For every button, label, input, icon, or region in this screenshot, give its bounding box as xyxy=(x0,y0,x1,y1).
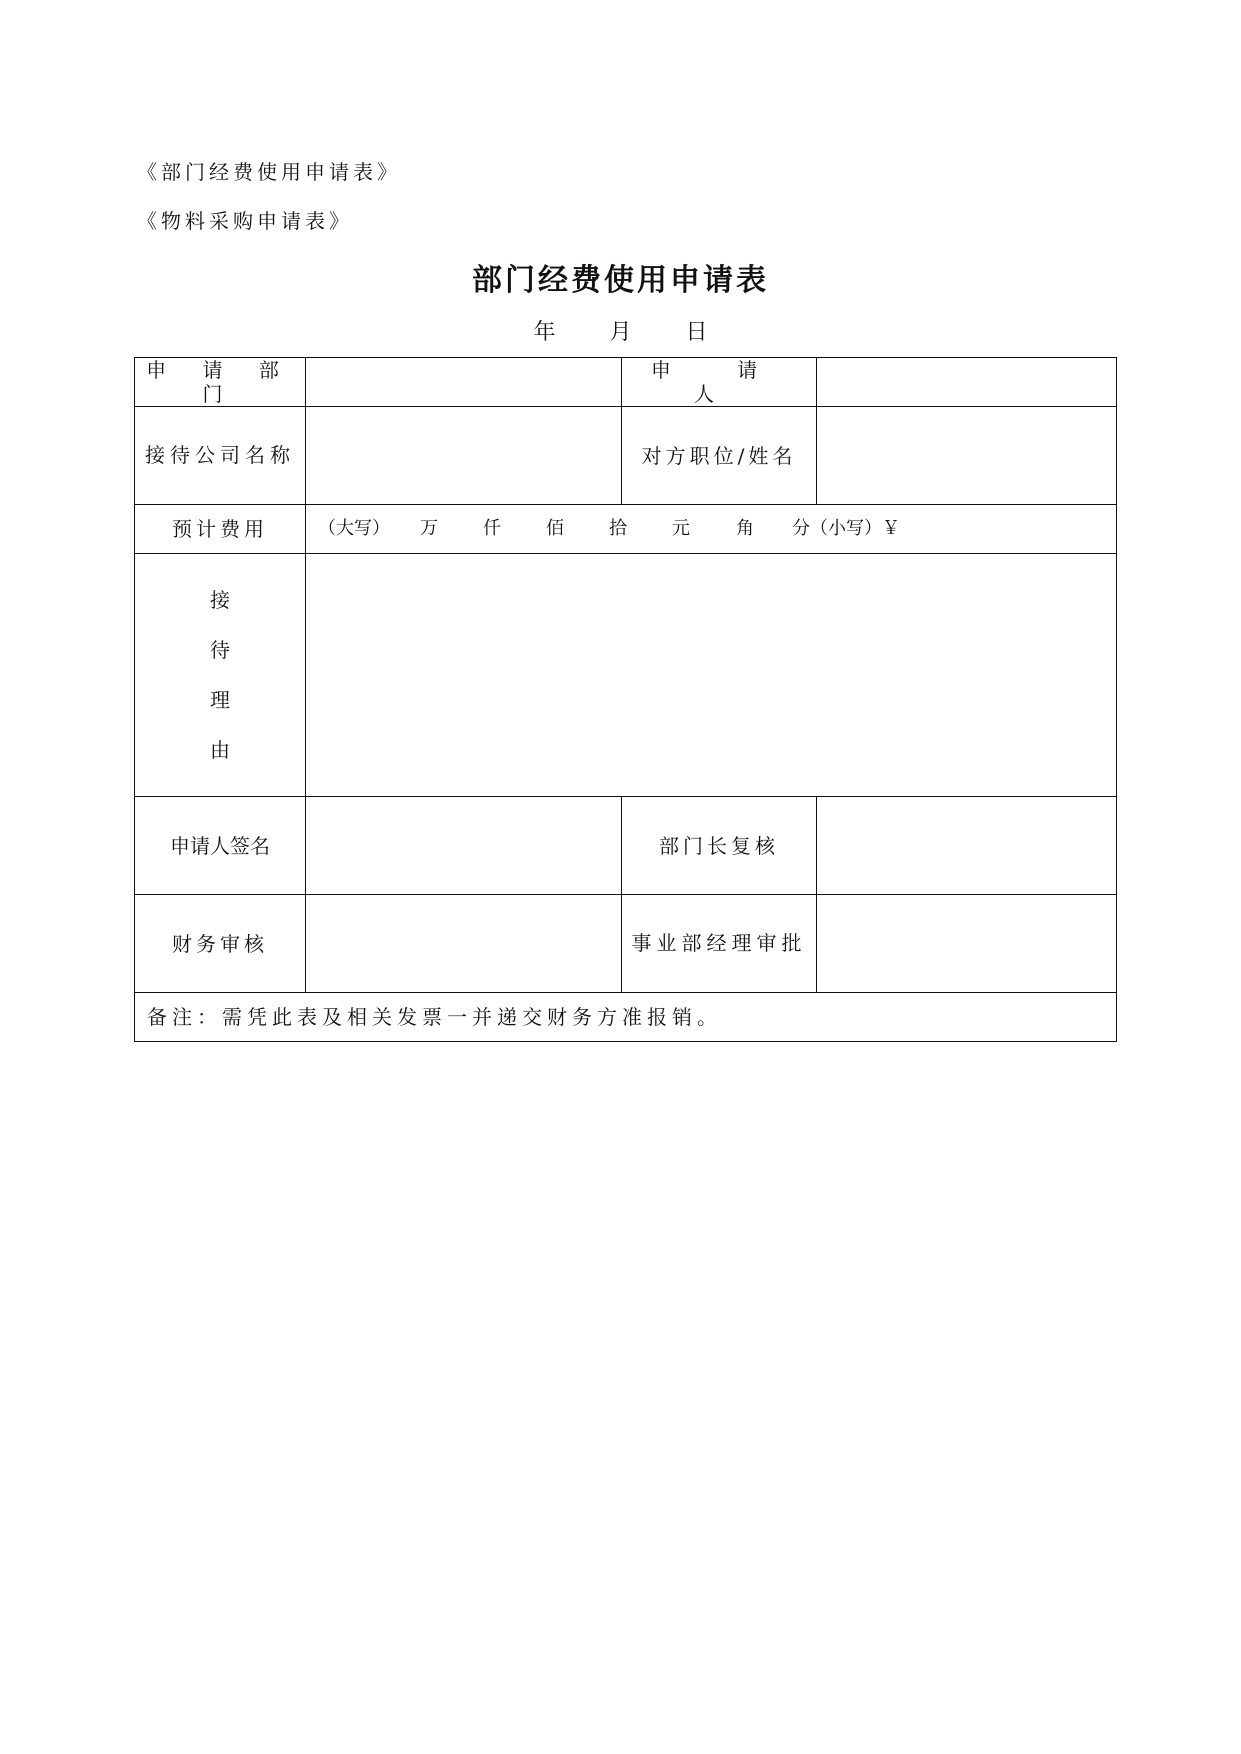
applicant-signature-field[interactable] xyxy=(306,797,622,895)
division-manager-label: 事业部经理审批 xyxy=(622,895,817,993)
reference-form-2: 《物料采购申请表》 xyxy=(137,209,353,233)
finance-review-label: 财务审核 xyxy=(135,895,306,993)
dept-head-review-field[interactable] xyxy=(817,797,1117,895)
applicant-signature-label: 申请人签名 xyxy=(135,797,306,895)
estimated-cost-label: 预计费用 xyxy=(135,505,306,554)
reception-reason-field[interactable] xyxy=(306,554,1117,797)
cost-wan-label: 万 xyxy=(420,518,438,539)
applicant-dept-field[interactable] xyxy=(306,358,622,407)
expense-application-form xyxy=(134,357,1117,1042)
counterpart-label: 对方职位/姓名 xyxy=(622,407,817,505)
dept-head-review-label: 部门长复核 xyxy=(622,797,817,895)
applicant-dept-label: 申 请 部 门 xyxy=(135,358,306,407)
cost-qian-label: 仟 xyxy=(483,518,501,539)
cost-fen-label: 分（小写）￥ xyxy=(792,518,900,539)
host-company-label: 接待公司名称 xyxy=(135,407,306,505)
page-title: 部门经费使用申请表 xyxy=(472,263,769,298)
date-line xyxy=(0,318,1241,348)
reason-char-3: 理 xyxy=(210,688,230,712)
form-note: 备注：需凭此表及相关发票一并递交财务方准报销。 xyxy=(135,993,1117,1042)
cost-shi-label: 拾 xyxy=(609,518,627,539)
counterpart-field[interactable] xyxy=(817,407,1117,505)
cost-bai-label: 佰 xyxy=(546,518,564,539)
reception-reason-label xyxy=(135,554,306,797)
cost-yuan-label: 元 xyxy=(672,518,690,539)
applicant-label: 申 请 人 xyxy=(622,358,817,407)
date-day-label: 日 xyxy=(685,320,708,345)
division-manager-field[interactable] xyxy=(817,895,1117,993)
reference-form-1: 《部门经费使用申请表》 xyxy=(137,160,401,184)
applicant-field[interactable] xyxy=(817,358,1117,407)
cost-jiao-label: 角 xyxy=(736,518,754,539)
reason-char-2: 待 xyxy=(210,638,230,662)
reason-char-1: 接 xyxy=(210,588,230,612)
date-year-label: 年 xyxy=(533,320,556,345)
finance-review-field[interactable] xyxy=(306,895,622,993)
estimated-cost-field[interactable] xyxy=(306,505,1117,554)
cost-capital-label: （大写） xyxy=(318,518,390,539)
date-month-label: 月 xyxy=(609,320,632,345)
reason-char-4: 由 xyxy=(210,738,230,762)
host-company-field[interactable] xyxy=(306,407,622,505)
